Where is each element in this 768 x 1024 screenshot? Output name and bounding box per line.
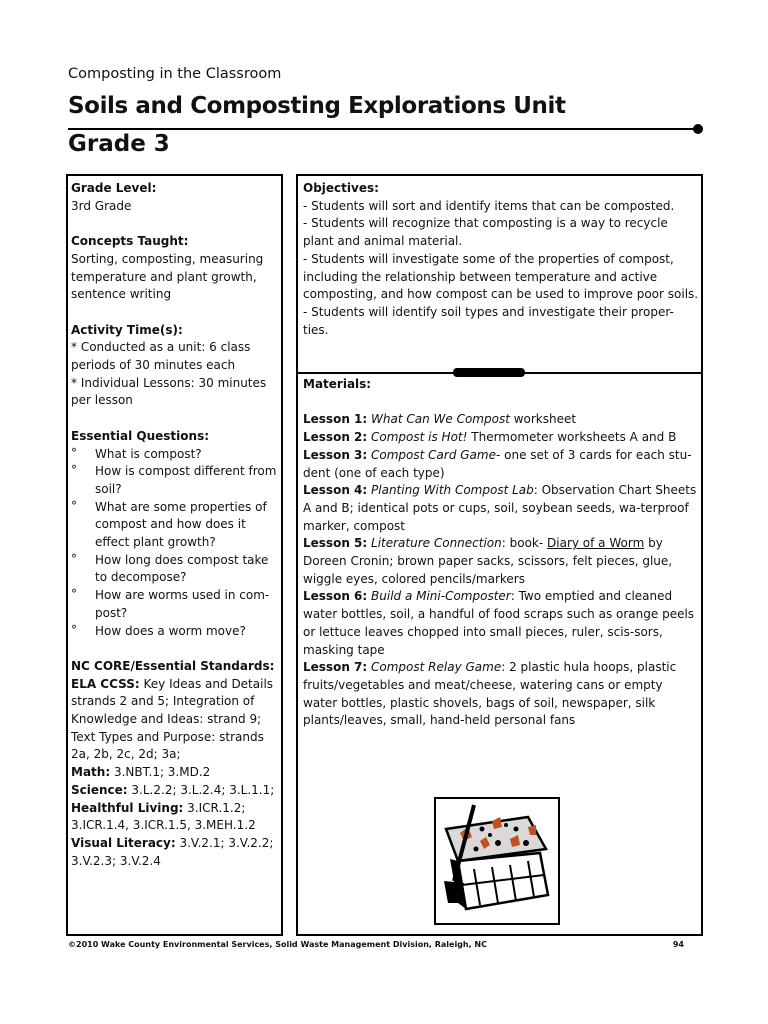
objective-item: - Students will sort and identify items that can be composted. [303, 198, 675, 213]
title-rule [68, 128, 698, 130]
page-number: 94 [672, 940, 684, 949]
standards-heading: NC CORE/Essential Standards: [71, 658, 275, 673]
compost-bin-icon [436, 799, 558, 923]
lesson-4: Lesson 4: Planting With Compost Lab: Observation Chart Sheets A and B; identical pots or cups, soil, soybean seeds, wa-terproof marker, compost [303, 483, 697, 533]
page-subtitle: Grade 3 [68, 131, 170, 157]
objective-item: - Students will identify soil types and investigate their proper-ties. [303, 304, 674, 337]
objective-item: - Students will investigate some of the properties of compost, including the relationship between temperature and active composting, and how compost can be used to improve poor soils. [303, 251, 699, 302]
lesson-1: Lesson 1: What Can We Compost worksheet [303, 412, 577, 427]
standard-ela: ELA CCSS: Key Ideas and Details strands 2 and 5; Integration of Knowledge and Ideas: strand 9; Text Types and Purpose: strands 2a, 2b, 2c, 2d; 3a; [71, 676, 274, 762]
sidebar-box [66, 174, 283, 936]
objective-item: - Students will recognize that composting is a way to recycle plant and animal material. [303, 216, 668, 249]
concepts-value: Sorting, composting, measuring temperature and plant growth, sentence writing [71, 251, 264, 302]
list-item: ° How does a worm move? [71, 623, 281, 641]
footer [68, 940, 684, 949]
lesson-5: Lesson 5: Literature Connection: book- Diary of a Worm by Doreen Cronin; brown paper sacks, scissors, felt pieces, glue, wiggle eyes, colored pencils/markers [303, 536, 673, 586]
lesson-6: Lesson 6: Build a Mini-Composter: Two emptied and cleaned water bottles, soil, a handful of food scraps such as orange peels or lettuce leaves chopped into small pieces, ruler, scis-sors, masking tape [303, 589, 695, 657]
list-item: ° What are some properties of compost and how does it effect plant growth? [71, 499, 281, 552]
standard-health: Healthful Living: 3.ICR.1.2; 3.ICR.1.4, 3.ICR.1.5, 3.MEH.1.2 [71, 800, 256, 833]
sidebar-content [71, 180, 281, 870]
standard-math: Math: 3.NBT.1; 3.MD.2 [71, 765, 211, 780]
header-kicker: Composting in the Classroom [68, 66, 282, 82]
essential-questions-list [71, 446, 281, 641]
list-item: ° What is compost? [71, 446, 281, 464]
list-item: ° How are worms used in com-post? [71, 587, 281, 622]
standard-visual: Visual Literacy: 3.V.2.1; 3.V.2.2; 3.V.2.3; 3.V.2.4 [71, 835, 274, 868]
objectives-heading: Objectives: [303, 181, 379, 195]
activity-time-unit: * Conducted as a unit: 6 class periods of 30 minutes each [71, 340, 251, 372]
compost-bin-illustration [434, 797, 560, 925]
page-title: Soils and Composting Explorations Unit [68, 93, 566, 119]
standard-science: Science: 3.L.2.2; 3.L.2.4; 3.L.1.1; [71, 782, 275, 797]
lesson-3: Lesson 3: Compost Card Game- one set of 3 cards for each stu-dent (one of each type) [303, 447, 692, 480]
activity-time-lesson: * Individual Lessons: 30 minutes per lesson [71, 375, 267, 408]
concepts-heading: Concepts Taught: [71, 234, 189, 249]
materials-heading: Materials: [303, 377, 372, 391]
essential-questions-heading: Essential Questions: [71, 428, 210, 443]
footer-credit: ©2010 Wake County Environmental Services, Solid Waste Management Division, Raleigh, NC [68, 940, 487, 949]
lesson-7: Lesson 7: Compost Relay Game: 2 plastic hula hoops, plastic fruits/vegetables and meat/cheese, watering cans or empty water bottles, plastic shovels, bags of soil, newspaper, silk plants/leaves, small, hand-held personal fans [303, 660, 677, 728]
activity-time-heading: Activity Time(s): [71, 322, 183, 337]
objectives-section [303, 180, 699, 339]
list-item: ° How long does compost take to decompose? [71, 552, 281, 587]
materials-section [303, 376, 699, 730]
grade-level-value: 3rd Grade [71, 198, 132, 213]
lesson-2: Lesson 2: Compost is Hot! Thermometer worksheets A and B [303, 430, 677, 445]
list-item: ° How is compost different from soil? [71, 463, 281, 498]
grade-level-heading: Grade Level: [71, 181, 157, 195]
title-rule-dot [693, 124, 703, 134]
